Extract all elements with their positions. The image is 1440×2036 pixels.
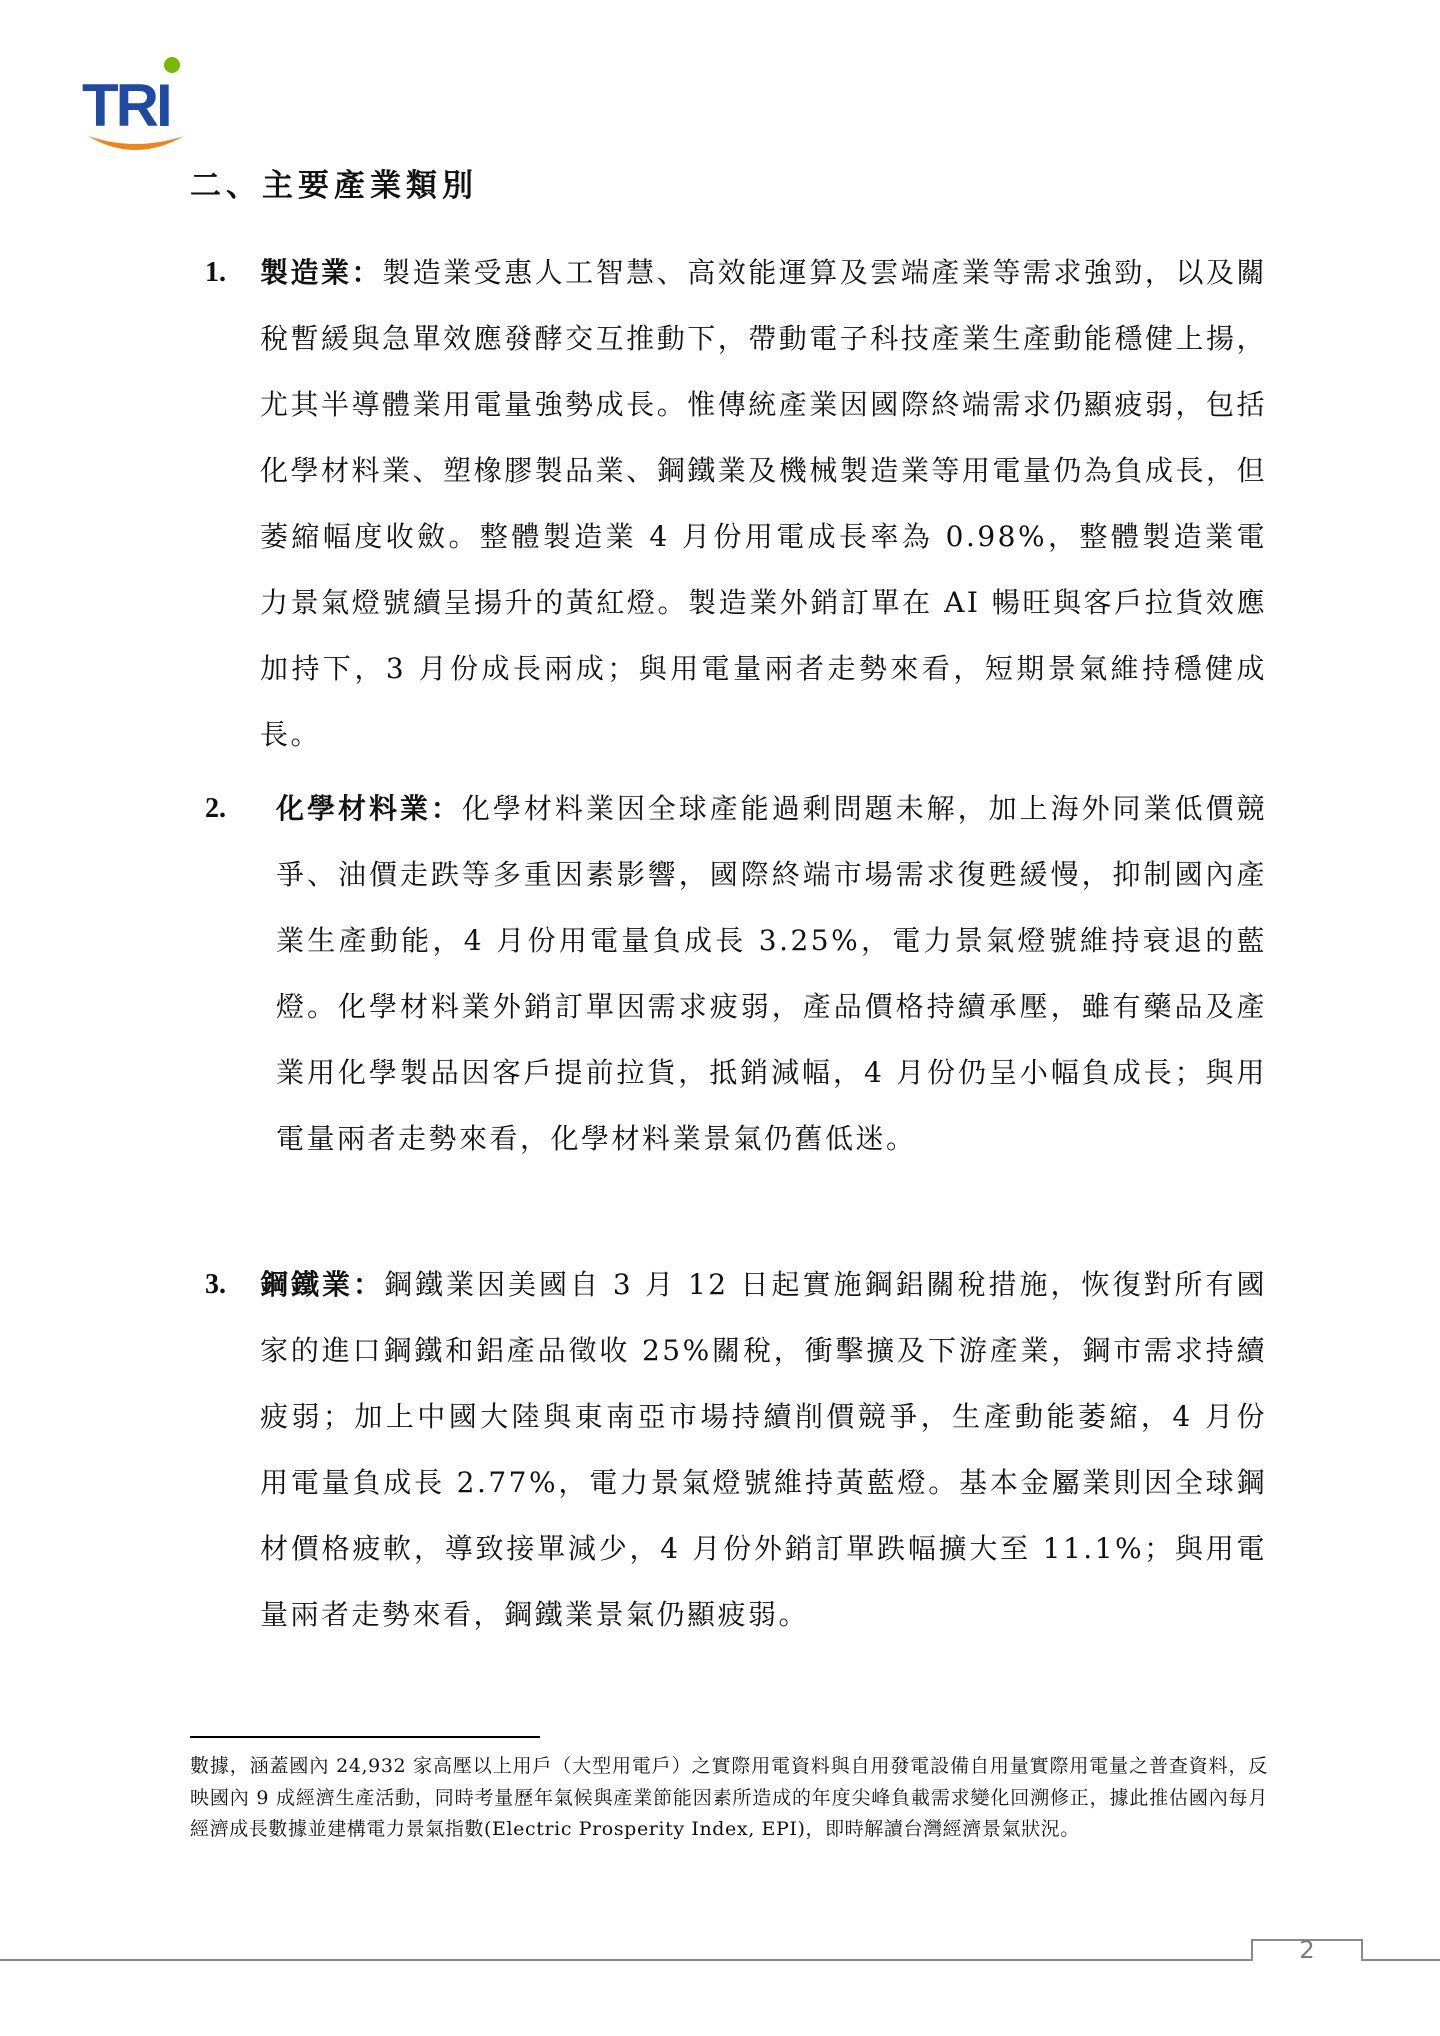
item-term: 鋼鐵業：	[260, 1268, 384, 1301]
page-footer-line	[0, 1934, 1440, 1994]
item-text: 化學材料業因全球產能過剩問題未解，加上海外同業低價競爭、油價走跌等多重因素影響，國際終端市場需求復甦緩慢，抑制國內產業生產動能，4 月份用電量負成長 3.25%，電力景氣燈號維持衰退的藍燈。化學材料業外銷訂單因需求疲弱，產品價格持續承壓，雖有藥品及產業用化學製品因客戶提前拉貨，抵銷減幅，4 月份仍呈小幅負成長；與用電量兩者走勢來看，化學材料業景氣仍舊低迷。	[276, 792, 1267, 1155]
item-text: 鋼鐵業因美國自 3 月 12 日起實施鋼鋁關稅措施，恢復對所有國家的進口鋼鐵和鋁產品徵收 25%關稅，衝擊擴及下游產業，鋼市需求持續疲弱；加上中國大陸與東南亞市場持續削價競爭，生產動能萎縮，4 月份用電量負成長 2.77%，電力景氣燈號維持黃藍燈。基本金屬業則因全球鋼材價格疲軟，導致接單減少，4 月份外銷訂單跌幅擴大至 11.1%；與用電量兩者走勢來看，鋼鐵業景氣仍顯疲弱。	[260, 1268, 1267, 1631]
item-number: 3.	[205, 1269, 226, 1300]
section-title: 二、主要產業類別	[190, 168, 478, 204]
tri-logo	[80, 56, 192, 160]
item-term: 化學材料業：	[276, 792, 462, 825]
item-body	[260, 1252, 1267, 1648]
item-term: 製造業：	[260, 256, 383, 289]
item-body	[276, 776, 1267, 1172]
item-text: 製造業受惠人工智慧、高效能運算及雲端產業等需求強勁，以及關稅暫緩與急單效應發酵交互推動下，帶動電子科技產業生產動能穩健上揚，尤其半導體業用電量強勢成長。惟傳統產業因國際終端需求仍顯疲弱，包括化學材料業、塑橡膠製品業、鋼鐵業及機械製造業等用電量仍為負成長，但萎縮幅度收斂。整體製造業 4 月份用電成長率為 0.98%，整體製造業電力景氣燈號續呈揚升的黃紅燈。製造業外銷訂單在 AI 暢旺與客戶拉貨效應加持下，3 月份成長兩成；與用電量兩者走勢來看，短期景氣維持穩健成長。	[260, 256, 1267, 751]
footnote-separator	[190, 1736, 540, 1738]
page-number: 2	[1299, 1936, 1315, 1964]
logo-text: TRI	[82, 72, 170, 139]
footnote: 數據，涵蓋國內 24,932 家高壓以上用戶（大型用電戶）之實際用電資料與自用發電設備自用量實際用電量之普查資料，反映國內 9 成經濟生產活動，同時考量歷年氣候與產業節能因素所造成的年度尖峰負載需求變化回溯修正，據此推估國內每月經濟成長數據並建構電力景氣指數(Electric Prosperity Index, EPI)，即時解讀台灣經濟景氣狀況。	[190, 1755, 1268, 1840]
list-item-chemical-materials	[205, 776, 1267, 1172]
item-number: 1.	[205, 257, 226, 288]
item-number: 2.	[205, 793, 226, 824]
list-item-steel	[205, 1252, 1267, 1648]
item-body	[260, 240, 1267, 768]
logo-green-dot	[164, 57, 180, 73]
list-item-manufacturing	[205, 240, 1267, 768]
